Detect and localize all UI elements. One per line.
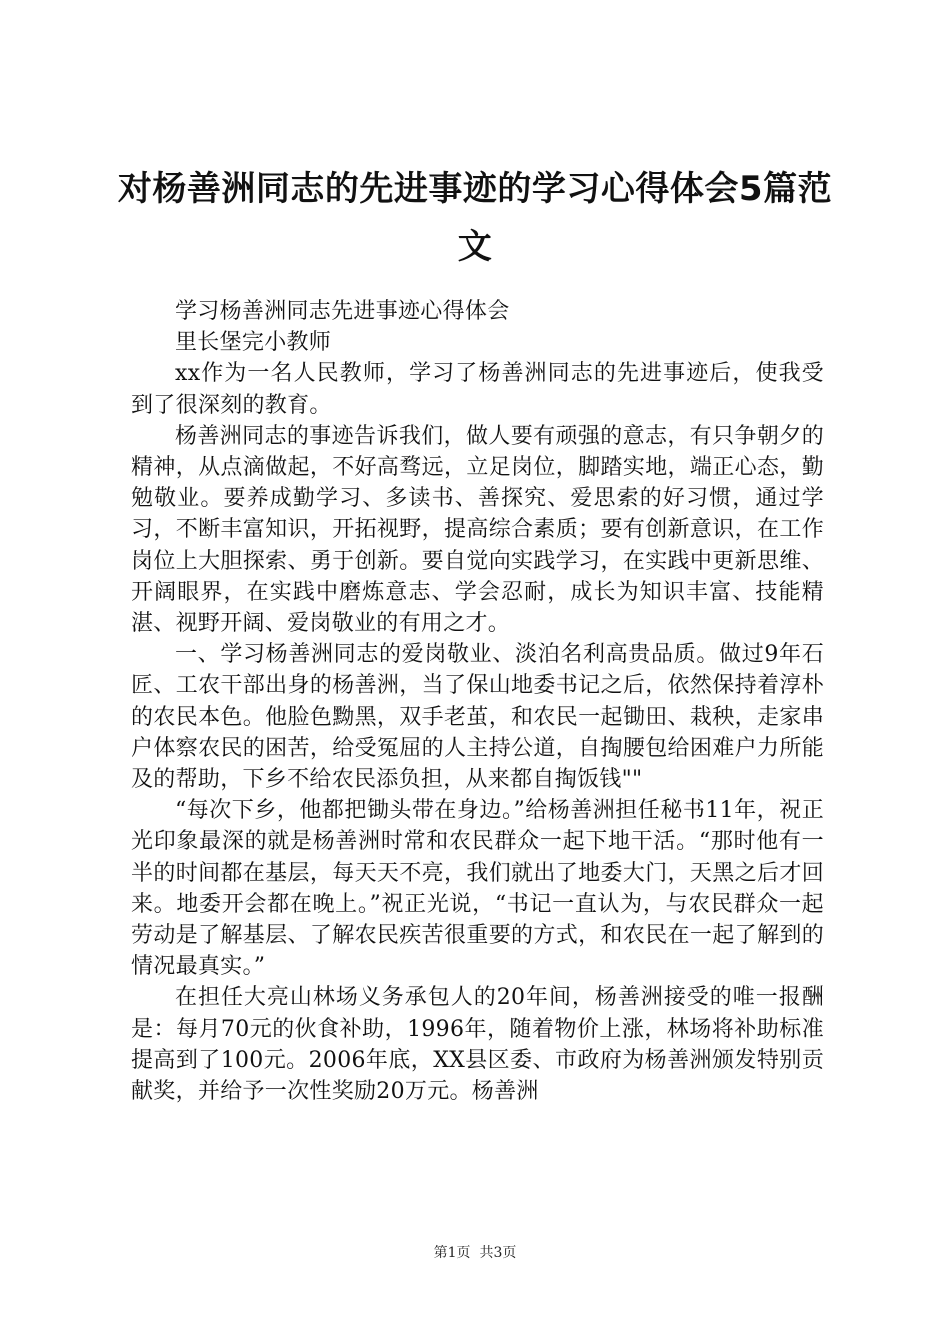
document-body	[131, 296, 824, 1107]
paragraph: 在担任大亮山林场义务承包人的20年间，杨善洲接受的唯一报酬是：每月70元的伙食补助，1996年，随着物价上涨，林场将补助标准提高到了100元。2006年底，XX县区委、市政府为杨善洲颁发特别贡献奖，并给予一次性奖励20万元。杨善洲	[131, 985, 824, 1105]
paragraph: 杨善洲同志的事迹告诉我们，做人要有顽强的意志，有只争朝夕的精神，从点滴做起，不好高骛远，立足岗位，脚踏实地，端正心态，勤勉敬业。要养成勤学习、多读书、善探究、爱思索的好习惯，通过学习，不断丰富知识，开拓视野，提高综合素质；要有创新意识，在工作岗位上大胆探索、勇于创新。要自觉向实践学习，在实践中更新思维、开阔眼界，在实践中磨炼意志、学会忍耐，成长为知识丰富、技能精湛、视野开阔、爱岗敬业的有用之才。	[131, 423, 824, 637]
paragraph: “每次下乡，他都把锄头带在身边。”给杨善洲担任秘书11年，祝正光印象最深的就是杨善洲时常和农民群众一起下地干活。“那时他有一半的时间都在基层，每天天不亮，我们就出了地委大门，天黑之后才回来。地委开会都在晚上。”祝正光说，“书记一直认为，与农民群众一起劳动是了解基层、了解农民疾苦很重要的方式，和农民在一起了解到的情况最真实。”	[131, 798, 824, 980]
page-total: 共3页	[479, 1245, 517, 1261]
paragraph: 一、学习杨善洲同志的爱岗敬业、淡泊名利高贵品质。做过9年石匠、工农干部出身的杨善洲，当了保山地委书记之后，依然保持着淳朴的农民本色。他脸色黝黑，双手老茧，和农民一起锄田、栽秧，走家串户体察农民的困苦，给受冤屈的人主持公道，自掏腰包给困难户力所能及的帮助，下乡不给农民添负担，从来都自掏饭钱""	[131, 642, 824, 793]
paragraph: xx作为一名人民教师，学习了杨善洲同志的先进事迹后，使我受到了很深刻的教育。	[131, 361, 824, 418]
paragraph: 学习杨善洲同志先进事迹心得体会	[175, 299, 510, 324]
page-footer	[0, 1243, 950, 1263]
page-number: 第1页	[433, 1245, 471, 1261]
document-title: 对杨善洲同志的先进事迹的学习心得体会5篇范文	[117, 169, 833, 267]
paragraph: 里长堡完小教师	[175, 330, 332, 356]
